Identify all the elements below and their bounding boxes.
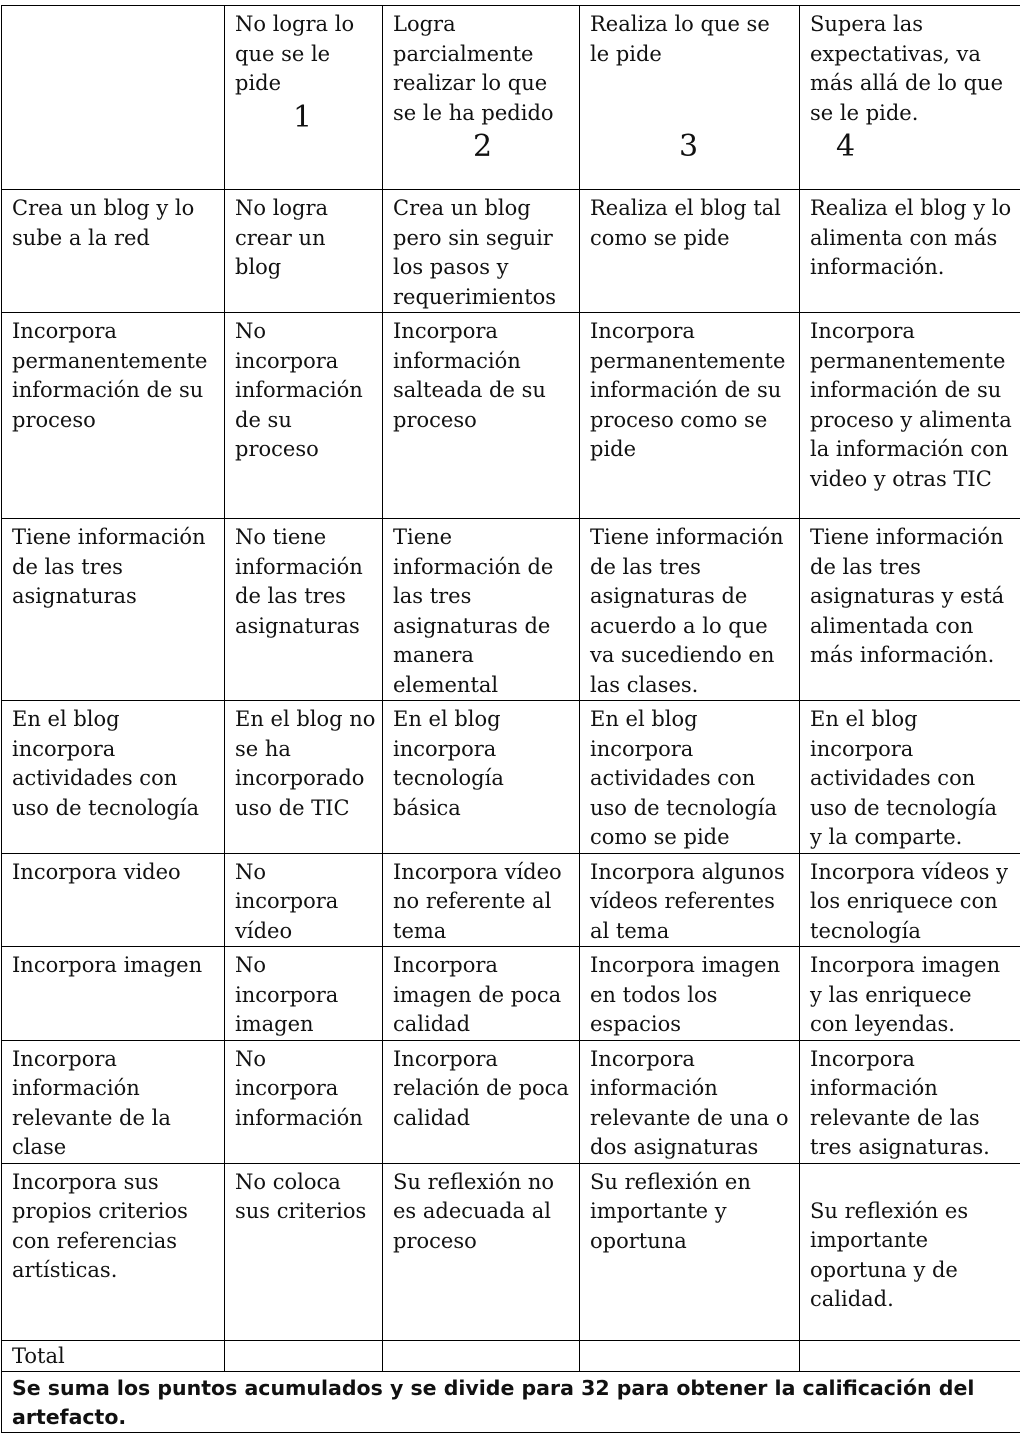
header-empty-cell bbox=[2, 6, 225, 190]
level-1-cell: No incorpora imagen bbox=[225, 947, 383, 1041]
level-2-cell: Incorpora relación de poca calidad bbox=[383, 1040, 580, 1163]
table-row bbox=[2, 853, 1020, 947]
level-score: 1 bbox=[235, 101, 376, 135]
level-2-cell: Incorpora imagen de poca calidad bbox=[383, 947, 580, 1041]
level-2-cell: En el blog incorpora tecnología básica bbox=[383, 701, 580, 854]
criterion-cell: Incorpora imagen bbox=[2, 947, 225, 1041]
level-4-cell: Su reflexión es importante oportuna y de calidad. bbox=[800, 1163, 1020, 1340]
level-3-cell: Realiza el blog tal como se pide bbox=[580, 190, 800, 313]
level-4-cell: Realiza el blog y lo alimenta con más información. bbox=[800, 190, 1020, 313]
level-3-cell: En el blog incorpora actividades con uso de tecnología como se pide bbox=[580, 701, 800, 854]
level-2-cell: Crea un blog pero sin seguir los pasos y requerimientos bbox=[383, 190, 580, 313]
level-3-cell: Incorpora imagen en todos los espacios bbox=[580, 947, 800, 1041]
level-3-cell: Su reflexión en importante y oportuna bbox=[580, 1163, 800, 1340]
table-row bbox=[2, 190, 1020, 313]
level-2-cell: Incorpora información salteada de su proceso bbox=[383, 313, 580, 519]
note-row bbox=[2, 1372, 1020, 1433]
criterion-cell: Tiene información de las tres asignaturas bbox=[2, 519, 225, 701]
level-3-cell: Incorpora algunos vídeos referentes al tema bbox=[580, 853, 800, 947]
level-4-cell: Tiene información de las tres asignaturas y está alimentada con más información. bbox=[800, 519, 1020, 701]
header-level-2 bbox=[383, 6, 580, 190]
grading-note: Se suma los puntos acumulados y se divide para 32 para obtener la calificación del artefacto. bbox=[2, 1372, 1020, 1433]
level-2-cell: Su reflexión no es adecuada al proceso bbox=[383, 1163, 580, 1340]
criterion-cell: Incorpora permanentemente información de su proceso bbox=[2, 313, 225, 519]
level-1-cell: No logra crear un blog bbox=[225, 190, 383, 313]
level-1-cell: En el blog no se ha incorporado uso de TIC bbox=[225, 701, 383, 854]
level-1-cell: No incorpora información de su proceso bbox=[225, 313, 383, 519]
criterion-cell: Incorpora información relevante de la clase bbox=[2, 1040, 225, 1163]
table-row bbox=[2, 1040, 1020, 1163]
total-row bbox=[2, 1340, 1020, 1372]
level-4-cell: Incorpora información relevante de las tres asignaturas. bbox=[800, 1040, 1020, 1163]
level-4-cell: En el blog incorpora actividades con uso de tecnología y la comparte. bbox=[800, 701, 1020, 854]
rubric-table bbox=[1, 5, 1020, 1433]
total-cell bbox=[225, 1340, 383, 1372]
total-label: Total bbox=[2, 1340, 225, 1372]
total-cell bbox=[800, 1340, 1020, 1372]
level-description: Logra parcialmente realizar lo que se le ha pedido bbox=[393, 10, 573, 128]
level-description: No logra lo que se le pide bbox=[235, 10, 376, 99]
level-2-cell: Incorpora vídeo no referente al tema bbox=[383, 853, 580, 947]
level-3-cell: Incorpora información relevante de una o dos asignaturas bbox=[580, 1040, 800, 1163]
header-row bbox=[2, 6, 1020, 190]
table-row bbox=[2, 313, 1020, 519]
header-level-3 bbox=[580, 6, 800, 190]
level-1-cell: No incorpora información bbox=[225, 1040, 383, 1163]
level-1-cell: No incorpora vídeo bbox=[225, 853, 383, 947]
header-level-1 bbox=[225, 6, 383, 190]
level-description: Supera las expectativas, va más allá de lo que se le pide. bbox=[810, 10, 1014, 128]
header-level-4 bbox=[800, 6, 1020, 190]
criterion-cell: En el blog incorpora actividades con uso de tecnología bbox=[2, 701, 225, 854]
level-3-cell: Tiene información de las tres asignaturas de acuerdo a lo que va sucediendo en las clases. bbox=[580, 519, 800, 701]
table-row bbox=[2, 519, 1020, 701]
level-4-cell: Incorpora vídeos y los enriquece con tecnología bbox=[800, 853, 1020, 947]
level-4-cell: Incorpora imagen y las enriquece con leyendas. bbox=[800, 947, 1020, 1041]
criterion-cell: Crea un blog y lo sube a la red bbox=[2, 190, 225, 313]
level-score: 2 bbox=[393, 130, 573, 164]
level-1-cell: No tiene información de las tres asignaturas bbox=[225, 519, 383, 701]
table-row bbox=[2, 701, 1020, 854]
table-row bbox=[2, 947, 1020, 1041]
criterion-cell: Incorpora sus propios criterios con referencias artísticas. bbox=[2, 1163, 225, 1340]
level-score: 4 bbox=[810, 130, 1014, 164]
level-4-cell: Incorpora permanentemente información de su proceso y alimenta la información con video y otras TIC bbox=[800, 313, 1020, 519]
level-description: Realiza lo que se le pide bbox=[590, 10, 793, 128]
criterion-cell: Incorpora video bbox=[2, 853, 225, 947]
total-cell bbox=[580, 1340, 800, 1372]
table-row bbox=[2, 1163, 1020, 1340]
level-3-cell: Incorpora permanentemente información de su proceso como se pide bbox=[580, 313, 800, 519]
level-1-cell: No coloca sus criterios bbox=[225, 1163, 383, 1340]
level-2-cell: Tiene información de las tres asignaturas de manera elemental bbox=[383, 519, 580, 701]
total-cell bbox=[383, 1340, 580, 1372]
level-score: 3 bbox=[590, 130, 793, 164]
